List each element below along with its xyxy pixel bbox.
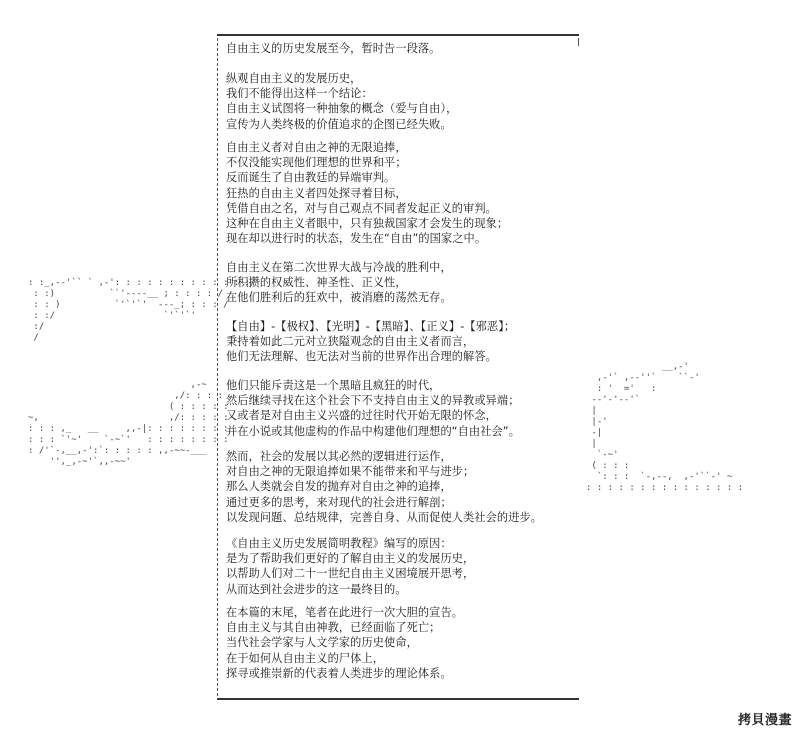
text-line: 现在却以进行时的状态，发生在“自由”的国家之中。 — [226, 232, 487, 246]
text-line: 《自由主义历史发展简明教程》编写的原因： — [226, 537, 452, 550]
text-line: 以发现问题、总结规律，完善自身、从而促使人类社会的进步。 — [226, 510, 543, 524]
text-line: 并在小说或其他虚构的作品中构建他们理想的“自由社会”。 — [226, 424, 520, 438]
text-line: 在本篇的末尾，笔者在此进行一次大胆的宣告。 — [226, 606, 464, 619]
text-line: 然后继续寻找在这个社会下不支持自由主义的异教或异端； — [226, 394, 520, 408]
text-line: 通过更多的思考，来对现代的社会进行解剖； — [226, 495, 452, 509]
paragraph — [226, 41, 575, 56]
text-line: 自由主义与其自由神教，已经面临了死亡； — [226, 621, 441, 635]
paragraph — [226, 71, 575, 132]
paragraph — [226, 605, 575, 681]
text-line: 在于如何从自由主义的尸体上， — [226, 651, 385, 665]
text-line: 然而，社会的发展以其必然的逻辑进行运作， — [226, 450, 452, 463]
ascii-art-right: __,-' ,-'` ,--''` ``-' : ' =' : --'-'--'` | |-' -| | `-~' ( : : : `: : : `-,--, ,-'``-' ~ : : : : : : : : : : : : : : : — [586, 362, 744, 493]
text-line: 以帮助人们对二十一世纪自由主义困境展开思考， — [226, 567, 475, 581]
paragraph — [226, 449, 575, 525]
text-line: 秉持着如此二元对立狭隘观念的自由主义者而言， — [226, 335, 475, 349]
ascii-art-middle: ,-~ ,/: : : : ( : : : : : ~, ,/: : : : : : : : ,_ __ ,,-|: : : : : : : : : : : `'~' `-~`' : : : : : : : : : /'`-,__,-':`: : : : : ,,-~~-___ '',_,-~'`,,-~~' — [28, 380, 229, 467]
panel-right-rail — [578, 38, 579, 46]
paragraph — [226, 260, 575, 306]
text-line: 自由主义者对自由之神的无限追捧， — [226, 141, 407, 154]
text-line: 当代社会学家与人文学家的历史使命， — [226, 636, 418, 650]
text-line: 自由主义试图将一种抽象的概念（爱与自由）， — [226, 102, 458, 116]
text-line: 不仅没能实现他们理想的世界和平； — [226, 156, 407, 170]
paragraph — [226, 140, 575, 246]
text-panel — [217, 34, 579, 700]
paragraph — [226, 319, 575, 365]
text-line: 凭借自由之名，对与自己观点不同者发起正义的审判。 — [226, 201, 497, 215]
text-line: 纵观自由主义的发展历史， — [226, 72, 362, 85]
watermark: 拷貝漫畫 — [737, 713, 792, 728]
panel-left-rail — [217, 38, 218, 696]
text-line: 宣传为人类终极的价值追求的企图已经失败。 — [226, 117, 452, 131]
text-line: 那么人类就会自发的抛弃对自由之神的追捧， — [226, 480, 452, 494]
text-line: 他们只能斥责这是一个黑暗且疯狂的时代， — [226, 379, 441, 392]
text-line: 自由主义在第二次世界大战与冷战的胜利中， — [226, 261, 452, 274]
text-line: 从而达到社会进步的这一最终目的。 — [226, 582, 407, 596]
text-line: 狂热的自由主义者四处探寻着目标， — [226, 186, 407, 200]
text-line: 反而诞生了自由教廷的异端审判。 — [226, 171, 396, 185]
text-line: 又或者是对自由主义兴盛的过往时代开始无限的怀念， — [226, 409, 497, 423]
text-line: 所积攒的权威性、神圣性、正义性， — [226, 276, 407, 290]
text-line: 他们无法理解、也无法对当前的世界作出合理的解答。 — [226, 350, 497, 364]
text-line: 在他们胜利后的狂欢中，被消磨的荡然无存。 — [226, 291, 452, 305]
text-line: 探寻或推崇新的代表着人类进步的理论体系。 — [226, 666, 452, 680]
text-line: 【自由】-【极权】、【光明】-【黑暗】、【正义】-【邪恶】； — [226, 320, 516, 333]
text-line: 我们不能得出这样一个结论： — [226, 87, 373, 101]
text-line: 是为了帮助我们更好的了解自由主义的发展历史， — [226, 552, 475, 566]
paragraph — [226, 536, 575, 597]
text-line: 对自由之神的无限追捧如果不能带来和平与进步； — [226, 465, 475, 479]
ascii-art-left: : :_,--'`` ` ,-': : : : : : : : : : : : :/ : :) ``'----__ ; : : : : / : : ) `'`'`' ---_; : : : / : :/ `'`'`' :/ / — [28, 278, 256, 343]
text-line: 这种在自由主义者眼中，只有独裁国家才会发生的现象； — [226, 216, 509, 230]
text-line: 自由主义的历史发展至今，暂时告一段落。 — [226, 42, 441, 55]
paragraph — [226, 378, 575, 439]
